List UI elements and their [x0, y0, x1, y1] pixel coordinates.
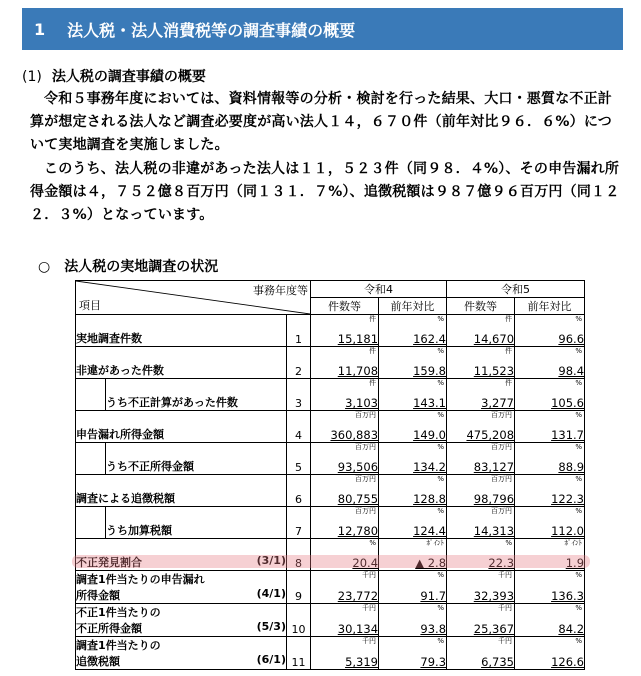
value-cell	[311, 443, 379, 475]
row-label: 調査1件当たりの 追徴税額 (6/1)	[76, 637, 287, 670]
value: 80,755	[337, 492, 379, 506]
value: 20.4	[352, 556, 379, 570]
row-label: うち不正所得金額	[106, 443, 287, 475]
table-row	[76, 411, 585, 443]
unit-label: 百万円	[355, 411, 377, 419]
value-cell	[447, 411, 515, 443]
value: 98,796	[473, 492, 515, 506]
value-cell	[311, 475, 379, 507]
value: 126.6	[551, 655, 585, 669]
row-number: 2	[287, 347, 311, 379]
value: 15,181	[337, 332, 379, 346]
table-row	[76, 571, 585, 604]
value: 105.6	[551, 396, 585, 410]
value-cell	[311, 315, 379, 347]
value: 159.8	[413, 364, 447, 378]
unit-label: %	[575, 507, 583, 515]
value-cell	[515, 315, 585, 347]
row-label: 不正発見割合 (3/1)	[76, 539, 287, 571]
indent-cell	[76, 507, 106, 539]
value: 128.8	[413, 492, 447, 506]
section-banner	[22, 8, 623, 50]
value-cell	[515, 507, 585, 539]
value: 23,772	[337, 589, 379, 603]
unit-label: 百万円	[491, 411, 513, 419]
value-cell	[379, 411, 447, 443]
paragraph-1: 令和５事務年度においては、資料情報等の分析・検討を行った結果、大口・悪質な不正計算が想定される法人など調査必要度が高い法人１４，６７０件（前年対比９６．６%）について実地調査を実施しました。	[30, 91, 612, 153]
value-cell	[515, 411, 585, 443]
row-number: 4	[287, 411, 311, 443]
value-cell	[447, 347, 515, 379]
value: 112.0	[551, 524, 585, 538]
value: ▲ 2.8	[415, 556, 447, 570]
value-cell	[379, 379, 447, 411]
value: 30,134	[337, 622, 379, 636]
row-number: 3	[287, 379, 311, 411]
value-cell	[515, 347, 585, 379]
audit-results-table	[75, 280, 585, 670]
header-year-r5: 令和5	[447, 281, 585, 298]
table-row	[76, 443, 585, 475]
value-cell	[379, 539, 447, 571]
table-row	[76, 347, 585, 379]
row-number: 11	[287, 637, 311, 670]
value-cell	[515, 539, 585, 571]
value: 134.2	[413, 460, 447, 474]
value-cell	[311, 571, 379, 604]
value-cell	[515, 475, 585, 507]
unit-label: ﾎﾟｲﾝﾄ	[426, 539, 445, 547]
value: 88.9	[558, 460, 585, 474]
row-number: 7	[287, 507, 311, 539]
unit-label: %	[575, 347, 583, 355]
value-cell	[379, 315, 447, 347]
value: 162.4	[413, 332, 447, 346]
value: 25,367	[473, 622, 515, 636]
table-title-text: 法人税の実地調査の状況	[64, 259, 219, 275]
value: 11,708	[337, 364, 379, 378]
value: 98.4	[558, 364, 585, 378]
unit-label: 百万円	[491, 507, 513, 515]
table-row	[76, 475, 585, 507]
header-diagonal-cell	[76, 281, 311, 315]
table-row	[76, 379, 585, 411]
value-cell	[379, 443, 447, 475]
value-cell	[311, 411, 379, 443]
value: 360,883	[330, 428, 379, 442]
unit-label: 千円	[498, 571, 513, 579]
table-row	[76, 315, 585, 347]
row-label: 調査による追徴税額	[76, 475, 287, 507]
value-cell	[379, 507, 447, 539]
value: 5,319	[345, 655, 379, 669]
unit-label: 百万円	[355, 475, 377, 483]
row-label: うち加算税額	[106, 507, 287, 539]
table-row	[76, 604, 585, 637]
value: 14,670	[473, 332, 515, 346]
value-cell	[379, 347, 447, 379]
header-year-r4: 令和4	[311, 281, 447, 298]
value: 149.0	[413, 428, 447, 442]
value-cell	[447, 315, 515, 347]
row-number: 1	[287, 315, 311, 347]
unit-label: %	[369, 539, 377, 547]
header-col: 件数等	[447, 298, 515, 315]
unit-label: 千円	[362, 637, 377, 645]
unit-label: 件	[505, 379, 513, 387]
unit-label: %	[575, 443, 583, 451]
value-cell	[447, 571, 515, 604]
value-cell	[515, 637, 585, 670]
value-cell	[515, 443, 585, 475]
header-col: 前年対比	[379, 298, 447, 315]
value-cell	[447, 475, 515, 507]
row-number: 8	[287, 539, 311, 571]
section-title: 法人税の調査事績の概要	[51, 69, 206, 85]
unit-label: %	[437, 637, 445, 645]
unit-label: %	[575, 637, 583, 645]
unit-label: 千円	[498, 604, 513, 612]
indent-cell	[76, 443, 106, 475]
row-label: 申告漏れ所得金額	[76, 411, 287, 443]
unit-label: ﾎﾟｲﾝﾄ	[564, 539, 583, 547]
value-cell	[379, 571, 447, 604]
value: 91.7	[420, 589, 447, 603]
value-cell	[311, 637, 379, 670]
table-row	[76, 539, 585, 571]
row-label: 実地調査件数	[76, 315, 287, 347]
table-header-row-years	[76, 281, 585, 298]
unit-label: 件	[369, 315, 377, 323]
value-cell	[311, 507, 379, 539]
circle-bullet-icon: ○	[38, 259, 51, 275]
unit-label: %	[437, 443, 445, 451]
unit-label: %	[575, 604, 583, 612]
value: 3,277	[481, 396, 515, 410]
value: 93,506	[337, 460, 379, 474]
value-cell	[447, 604, 515, 637]
value: 131.7	[551, 428, 585, 442]
header-jimu-label: 事務年度等	[253, 284, 309, 297]
unit-label: %	[437, 411, 445, 419]
table-title	[38, 256, 218, 276]
unit-label: 百万円	[355, 443, 377, 451]
value: 32,393	[473, 589, 515, 603]
row-label: 不正1件当たりの 不正所得金額 (5/3)	[76, 604, 287, 637]
value-cell	[447, 637, 515, 670]
value-cell	[447, 379, 515, 411]
value: 3,103	[345, 396, 379, 410]
unit-label: %	[437, 315, 445, 323]
unit-label: 百万円	[491, 443, 513, 451]
indent-cell	[76, 379, 106, 411]
value: 93.8	[420, 622, 447, 636]
unit-label: %	[575, 315, 583, 323]
section-heading	[22, 66, 206, 86]
value: 475,208	[466, 428, 515, 442]
banner-title: 法人税・法人消費税等の調査事績の概要	[67, 20, 356, 40]
value: 122.3	[551, 492, 585, 506]
unit-label: %	[437, 347, 445, 355]
value-cell	[447, 443, 515, 475]
row-number: 5	[287, 443, 311, 475]
value: 22.3	[488, 556, 515, 570]
unit-label: 千円	[362, 571, 377, 579]
value-cell	[515, 379, 585, 411]
value-cell	[447, 507, 515, 539]
value: 96.6	[558, 332, 585, 346]
unit-label: 千円	[362, 604, 377, 612]
table-row	[76, 637, 585, 670]
unit-label: %	[437, 379, 445, 387]
unit-label: 百万円	[355, 507, 377, 515]
unit-label: %	[575, 475, 583, 483]
value: 136.3	[551, 589, 585, 603]
row-number: 6	[287, 475, 311, 507]
unit-label: %	[437, 475, 445, 483]
value-cell	[447, 539, 515, 571]
unit-label: 百万円	[491, 475, 513, 483]
value-cell	[379, 637, 447, 670]
row-label: 非違があった件数	[76, 347, 287, 379]
value: 14,313	[473, 524, 515, 538]
value: 143.1	[413, 396, 447, 410]
unit-label: 件	[505, 347, 513, 355]
value: 79.3	[420, 655, 447, 669]
value-cell	[311, 347, 379, 379]
section-number: (1)	[22, 69, 42, 85]
header-col: 件数等	[311, 298, 379, 315]
unit-label: 件	[505, 315, 513, 323]
value-cell	[311, 604, 379, 637]
value: 83,127	[473, 460, 515, 474]
value-cell	[379, 604, 447, 637]
value: 11,523	[473, 364, 515, 378]
unit-label: %	[575, 571, 583, 579]
value: 6,735	[481, 655, 515, 669]
unit-label: %	[437, 604, 445, 612]
header-komoku-label: 項目	[79, 299, 101, 312]
value: 84.2	[558, 622, 585, 636]
row-number: 9	[287, 571, 311, 604]
value: 1.9	[565, 556, 585, 570]
value: 12,780	[337, 524, 379, 538]
value-cell	[515, 571, 585, 604]
header-col: 前年対比	[515, 298, 585, 315]
value-cell	[311, 379, 379, 411]
table-row	[76, 507, 585, 539]
unit-label: 件	[369, 347, 377, 355]
row-number: 10	[287, 604, 311, 637]
row-label: うち不正計算があった件数	[106, 379, 287, 411]
unit-label: %	[575, 379, 583, 387]
unit-label: %	[437, 507, 445, 515]
value-cell	[311, 539, 379, 571]
unit-label: 件	[369, 379, 377, 387]
unit-label: %	[505, 539, 513, 547]
banner-number: 1	[34, 19, 46, 39]
paragraph-2: このうち、法人税の非違があった法人は１１，５２３件（同９８．４%）、その申告漏れ所得金額は４，７５２億８百万円（同１３１．７%）、追徴税額は９８７億９６百万円（同１２２．３%）となっています。	[30, 161, 620, 223]
unit-label: %	[575, 411, 583, 419]
unit-label: %	[437, 571, 445, 579]
value: 124.4	[413, 524, 447, 538]
value-cell	[515, 604, 585, 637]
unit-label: 千円	[498, 637, 513, 645]
row-label: 調査1件当たりの申告漏れ 所得金額 (4/1)	[76, 571, 287, 604]
value-cell	[379, 475, 447, 507]
